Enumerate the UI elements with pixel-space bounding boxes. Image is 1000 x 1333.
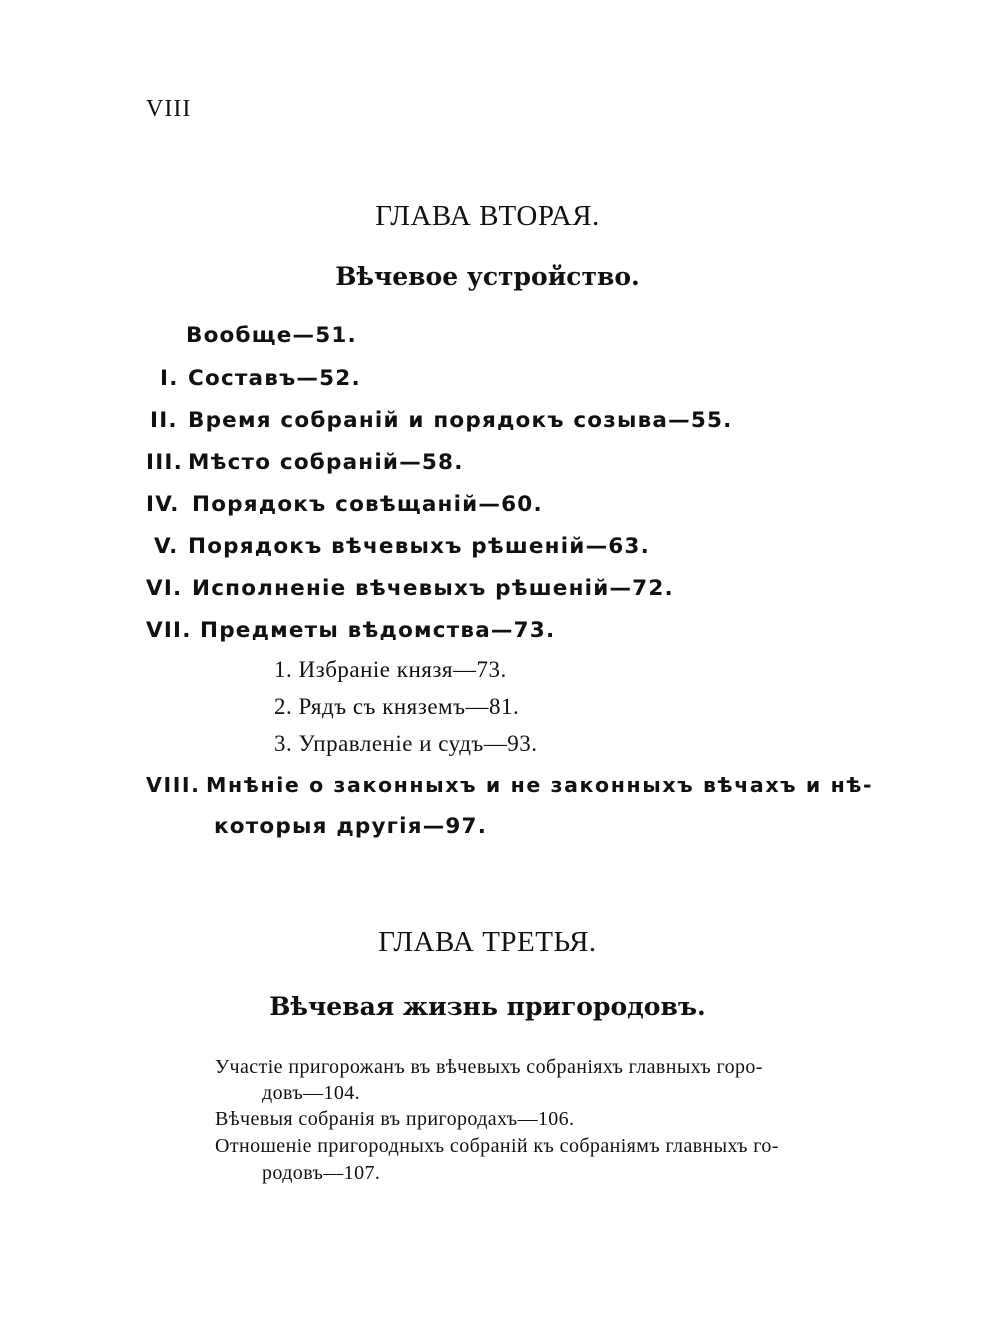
toc-entry-text: Порядокъ совѣщаній—60. — [192, 492, 543, 517]
toc-entry-8-continuation: которыя другія—97. — [214, 814, 488, 839]
toc-line: родовъ—107. — [262, 1162, 381, 1184]
toc-subentry-text: Управленіе и судъ—93. — [298, 731, 538, 756]
toc-line: Отношеніе пригородныхъ собраній къ собраніямъ главныхъ го- — [215, 1135, 779, 1157]
toc-subentry-number: 3. — [274, 731, 293, 756]
toc-entry-number: III. — [146, 450, 183, 475]
toc-entry-text: Предметы вѣдомства—73. — [200, 618, 556, 643]
toc-subentry-number: 1. — [274, 657, 293, 682]
toc-subentry-text: Рядъ съ княземъ—81. — [298, 694, 520, 719]
toc-entry-text: Порядокъ вѣчевыхъ рѣшеній—63. — [188, 534, 650, 559]
toc-subentry-1 — [274, 657, 507, 683]
toc-entry-1 — [160, 366, 361, 391]
toc-entry-number: V. — [154, 534, 179, 559]
toc-entry-number: VIII. — [146, 773, 201, 797]
toc-line: Вѣчевыя собранія въ пригородахъ—106. — [215, 1108, 575, 1130]
toc-entry-number: VI. — [146, 576, 183, 601]
toc-entry-general — [186, 323, 357, 348]
chapter-2-subtitle: Вѣчевое устройство. — [335, 262, 640, 291]
toc-entry-3 — [146, 450, 464, 475]
toc-entry-6 — [146, 576, 674, 601]
toc-line: Участіе пригорожанъ въ вѣчевыхъ собраніяхъ главныхъ горо- — [215, 1056, 763, 1078]
toc-entry-text: Время собраній и порядокъ созыва—55. — [188, 408, 733, 433]
chapter-3-title: ГЛАВА ТРЕТЬЯ. — [378, 926, 597, 958]
toc-entry-8 — [146, 773, 873, 797]
toc-entry-number: II. — [150, 408, 178, 433]
toc-entry-7 — [146, 618, 555, 643]
toc-entry-text: Составъ—52. — [188, 366, 361, 391]
page-number: VIII — [146, 96, 192, 122]
toc-entry-text: Мѣсто собраній—58. — [188, 450, 464, 475]
toc-entry-number: I. — [160, 366, 179, 391]
toc-subentry-text: Избраніе князя—73. — [298, 657, 507, 682]
toc-entry-text: Исполненіе вѣчевыхъ рѣшеній—72. — [192, 576, 674, 601]
toc-entry-text: Вообще—51. — [186, 323, 357, 348]
toc-line: довъ—104. — [262, 1082, 361, 1104]
toc-entry-5 — [154, 534, 650, 559]
chapter-2-title: ГЛАВА ВТОРАЯ. — [375, 200, 600, 232]
toc-subentry-3 — [274, 731, 538, 757]
toc-entry-4 — [146, 492, 543, 517]
toc-entry-number: VII. — [146, 618, 192, 643]
toc-subentry-number: 2. — [274, 694, 293, 719]
toc-entry-2 — [150, 408, 733, 433]
toc-entry-text: Мнѣніе о законныхъ и не законныхъ вѣчахъ и нѣ- — [206, 773, 874, 797]
toc-subentry-2 — [274, 694, 519, 720]
toc-entry-number: IV. — [146, 492, 180, 517]
chapter-3-subtitle: Вѣчевая жизнь пригородовъ. — [269, 992, 706, 1021]
